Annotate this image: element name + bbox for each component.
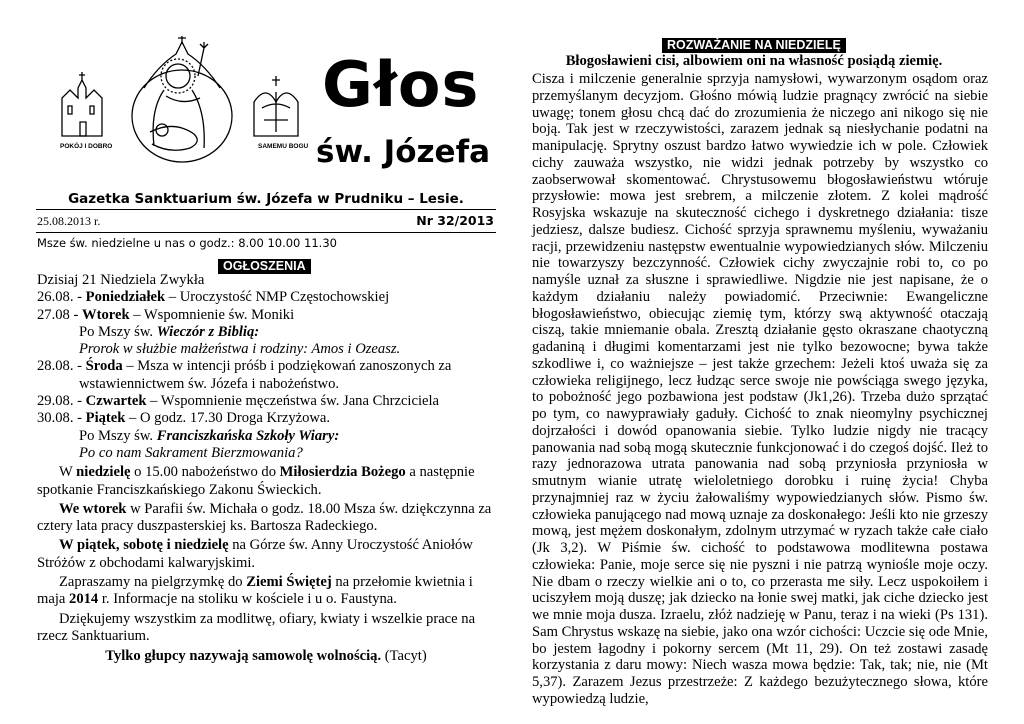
announcement-line: 28.08. - Środa – Msza w intencji próśb i podziękowań zanoszonych za bbox=[37, 358, 452, 375]
announcement-line: 26.08. - Poniedziałek – Uroczystość NMP Częstochowskiej bbox=[37, 289, 390, 306]
announcement-line: 30.08. - Piątek – O godz. 17.30 Droga Krzyżowa. bbox=[37, 410, 331, 427]
sanctuary-logo bbox=[54, 36, 310, 164]
issue-number: Nr 32/2013 bbox=[416, 213, 494, 228]
announcement-paragraph: W piątek, sobotę i niedzielę na Górze św. Anny Uroczystość Aniołów Stróżów z obchodami kalwaryjskimi. bbox=[37, 537, 473, 571]
announcements-heading: OGŁOSZENIA bbox=[218, 259, 311, 274]
reflection-heading: ROZWAŻANIE NA NIEDZIELĘ bbox=[662, 38, 846, 53]
divider bbox=[36, 232, 496, 233]
logo-motto-right: SAMEMU BOGU bbox=[258, 143, 309, 150]
announcement-line: wstawiennictwem św. Józefa i nabożeństwo. bbox=[79, 375, 340, 392]
logo-motto-left: POKÓJ I DOBRO bbox=[60, 143, 113, 150]
announcement-paragraph: Zapraszamy na pielgrzymkę do Ziemi Świętej na przełomie kwietnia i maja 2014 r. Informacje na stoliku w kościele i u o. Faustyna. bbox=[37, 574, 473, 608]
newsletter-title: Głos bbox=[322, 48, 480, 121]
announcement-line: Dzisiaj 21 Niedziela Zwykła bbox=[37, 272, 205, 288]
announcement-line: Po co nam Sakrament Bierzmowania? bbox=[79, 444, 303, 461]
closing-quote: Tylko głupcy nazywają samowolę wolnością. (Tacyt) bbox=[105, 648, 427, 665]
announcement-paragraph: We wtorek w Parafii św. Michała o godz. 18.00 Msza św. dziękczynna za cztery lata pracy duszpasterskiej ks. Bartosza Radeckiego. bbox=[37, 500, 492, 535]
reflection-title: Błogosławieni cisi, albowiem oni na własność posiądą ziemię. bbox=[565, 53, 943, 69]
mass-times: Msze św. niedzielne u nas o godz.: 8.00 10.00 11.30 bbox=[37, 236, 337, 250]
divider bbox=[36, 209, 496, 210]
newsletter-subtitle: Gazetka Sanktuarium św. Józefa w Prudniku – Lesie. bbox=[68, 191, 464, 207]
announcements-section bbox=[37, 272, 495, 666]
announcement-line: Prorok w służbie małżeństwa i rodziny: Amos i Ozeasz. bbox=[79, 341, 401, 358]
announcement-paragraph: W niedzielę o 15.00 nabożeństwo do Miłosierdzia Bożego a następnie spotkanie Franciszkańskiego Zakonu Świeckich. bbox=[37, 464, 475, 498]
announcement-line: 29.08. - Czwartek – Wspomnienie męczeństwa św. Jana Chrzciciela bbox=[37, 393, 440, 410]
announcement-line: Po Mszy św. Wieczór z Biblią: bbox=[79, 323, 260, 340]
reflection-body: Cisza i milczenie generalnie sprzyja namysłowi, wywarzonym osądom oraz przemyślanym decyzjom. Głośno mówią ludzie pragnący zwrócić na siebie uwagę; tonem głosu chcą dać do zrozumienia że niczego ani nikogo się nie boją. Tak jest w rzeczywistości, zarazem jednak są niesłychanie podatni na manipulację. Sprytny oszust bardzo łatwo wywiedzie ich w pole. Człowiek cichy zauważa wszystko, nie widzi jednak potrzeby by wszystko co zaobserwował skomentować. Chrystusowemu błogosławieństwu wtóruje przysłowie: mowa jest srebrem, a milczenie złotem. Z kolei mądrość Rosyjska wskazuje na skuteczność cichego i dyskretnego działania: tisze jedziesz, dalsze budiesz. Cichość sprzyja sprawnemu myśleniu, wyważaniu racji, przewidzeniu następstw ewentualnie wypowiedzianych słów. Milczeniu nie towarzyszy bezczynność. Człowiek cichy zwyczajnie robi to, co po namyśle uznał za słuszne i sprawiedliwe. Nigdzie nie jest napisane, że o każdym działaniu należy powiadomić. Przeciwnie: Ewangeliczne błogosławieństwo, obiecując ziemię tym, którzy swą aktywność otaczają ciszą, takie mniemanie obala. Zresztą działanie gęsto okraszane chaotyczną gadaniną i długimi komentarzami jest nie tylko bezowocne; bywa także szkodliwe i, co ważniejsze – jest także grzechem: Jeżeli ktoś uważa się za człowieka religijnego, lecz łudząc serce swoje nie powściąga swego języka, to pobożność jego pozbawiona jest podstaw (Jk1,26). Trzeba dużo sprzątać po tym, co nawyprawiały gaduły. Cichość to znak nieomylny psychicznej dojrzałości i dowód opanowania siebie. Tylko ludzie nigdy nie tracący panowania nad sobą mogą skutecznie funkcjonować i do czegoś dojść. Ileż to razy jednorazowa utrata panowania nad sobą przyniosła przyniosła w smutnym wianie utratę wieloletniego dorobku i ruinę życia! Chyba przynajmniej raz w życiu żałowaliśmy wypowiedzianych słów. Pismo św. człowieka panującego nad mową uznaje za doskonałego: Jeśli kto nie grzeszy mową, jest mężem doskonałym, zdolnym utrzymać w ryzach także całe ciało (Jk 3,2). W Piśmie św. cichość to podstawowa modlitewna postawa człowieka: Panie, moje serce się nie pyszni i nie patrzą wyniośle moje oczy. Nie dbam o rzeczy wielkie ani o to, co przerasta me siły. Lecz uspokoiłem i uciszyłem moją duszę; jak dziecko na łonie swej matki, jak ciche dziecko jest we mnie moja dusza. Izraelu, złóż nadzieję w Panu, teraz i na wieki (Ps 131). Sam Chrystus wskazę na siebie, jako ona wzór cichości: Uczcie się ode Mnie, bo jestem łagodny i pokorny sercem (Mt 11, 29). On też zostawi zasadę korzystania z daru mowy: Niech wasza mowa będzie: Tak, tak; nie, nie (Mt 5,37). Zarazem Jezus przestrzeże: Z każdego bezużytecznego słowa, które wypowiedzą ludzie, bbox=[532, 71, 988, 707]
announcement-line: 27.08 - Wtorek – Wspomnienie św. Moniki bbox=[37, 306, 295, 323]
issue-date: 25.08.2013 r. bbox=[37, 214, 101, 228]
announcement-paragraph: Dziękujemy wszystkim za modlitwę, ofiary, kwiaty i wszelkie prace na rzecz Sanktuarium. bbox=[37, 610, 476, 644]
newsletter-title-sub: św. Józefa bbox=[316, 134, 490, 170]
announcement-line: Po Mszy św. Franciszkańska Szkoły Wiary: bbox=[79, 427, 340, 444]
